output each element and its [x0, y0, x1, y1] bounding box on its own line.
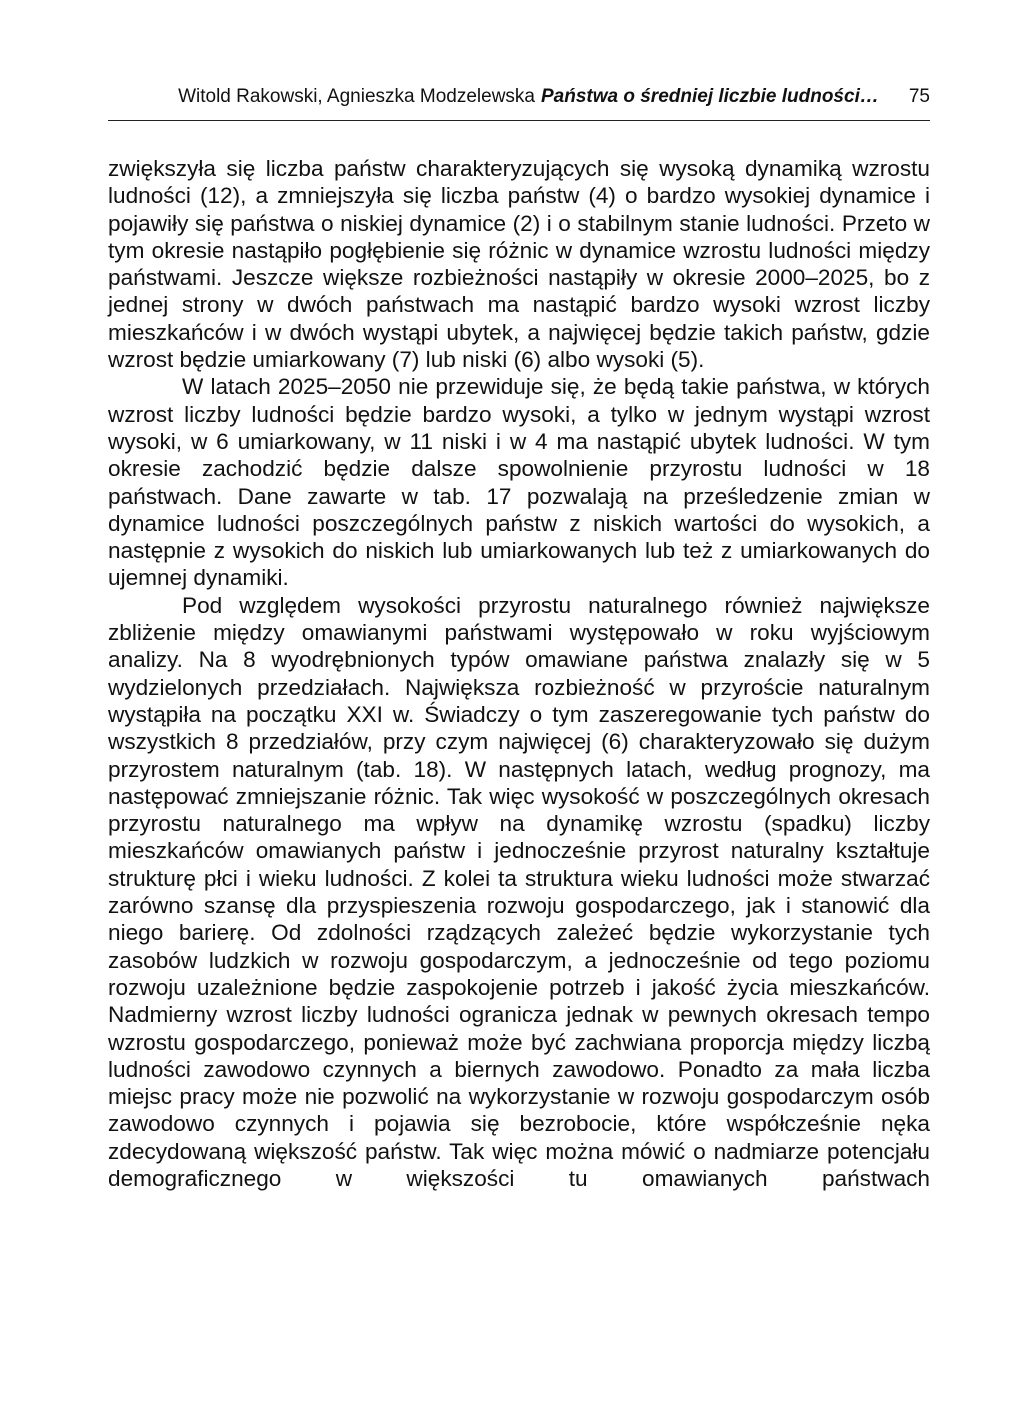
page-number: 75: [908, 86, 930, 107]
paragraph-2: W latach 2025–2050 nie przewiduje się, że będą takie państwa, w których wzrost liczby ludności będzie bardzo wysoki, a tylko w jednym wystąpi wzrost wysoki, w 6 umiarkowany, w 11 niski i w 4 ma nastąpić ubytek ludności. W tym okresie zachodzić będzie dalsze spowolnienie przyrostu ludności w 18 państwach. Dane zawarte w tab. 17 pozwalają na prześledzenie zmian w dynamice ludności poszczególnych państw z niskich wartości do wysokich, a następnie z wysokich do niskich lub umiarkowanych lub też z umiarkowanych do ujemnej dynamiki.: [108, 374, 930, 591]
header-title: Państwa o średniej liczbie ludności…: [540, 86, 879, 107]
document-page: [108, 84, 930, 1192]
paragraph-3: Pod względem wysokości przyrostu naturalnego również największe zbliżenie między omawianymi państwami występowało w roku wyjściowym analizy. Na 8 wyodrębnionych typów omawiane państwa znalazły się w 5 wydzielonych przedziałach. Największa rozbieżność w przyroście naturalnym wystąpiła na początku XXI w. Świadczy o tym zaszeregowanie tych państw do wszystkich 8 przedziałów, przy czym najwięcej (6) charakteryzowało się dużym przyrostem naturalnym (tab. 18). W następnych latach, według prognozy, ma następować zmniejszanie różnic. Tak więc wysokość w poszczególnych okresach przyrostu naturalnego ma wpływ na dynamikę wzrostu (spadku) liczby mieszkańców omawianych państw i jednocześnie przyrost naturalny kształtuje strukturę płci i wieku ludności. Z kolei ta struktura wieku ludności może stwarzać zarówno szansę dla przyspieszenia rozwoju gospodarczego, jak i stanowić dla niego barierę. Od zdolności rządzących zależeć będzie wykorzystanie tych zasobów ludzkich w rozwoju gospodarczym, a jednocześnie od tego poziomu rozwoju uzależnione będzie zaspokojenie potrzeb i jakość życia mieszkańców. Nadmierny wzrost liczby ludności ogranicza jednak w pewnych okresach tempo wzrostu gospodarczego, ponieważ może być zachwiana proporcja między liczbą ludności zawodowo czynnych a biernych zawodowo. Ponadto za mała liczba miejsc pracy może nie pozwolić na wykorzystanie w rozwoju gospodarczym osób zawodowo czynnych i pojawia się bezrobocie, które współcześnie nęka zdecydowaną większość państw. Tak więc można mówić o nadmiarze potencjału demograficznego w większości tu omawianych państwach: [108, 592, 930, 1191]
body-text: [108, 155, 930, 1192]
paragraph-1: zwiększyła się liczba państw charakteryzujących się wysoką dynamiką wzrostu ludności (12), a zmniejszyła się liczba państw (4) o bardzo wysokiej dynamice i pojawiły się państwa o niskiej dynamice (2) i o stabilnym stanie ludności. Przeto w tym okresie nastąpiło pogłębienie się różnic w dynamice wzrostu ludności między państwami. Jeszcze większe rozbieżności nastąpiły w okresie 2000–2025, bo z jednej strony w dwóch państwach ma nastąpić bardzo wysoki wzrost liczby mieszkańców i w dwóch wystąpi ubytek, a najwięcej będzie takich państw, gdzie wzrost będzie umiarkowany (7) lub niski (6) albo wysoki (5).: [108, 156, 930, 373]
header-authors: Witold Rakowski, Agnieszka Modzelewska: [178, 86, 535, 107]
running-header: [108, 84, 930, 121]
